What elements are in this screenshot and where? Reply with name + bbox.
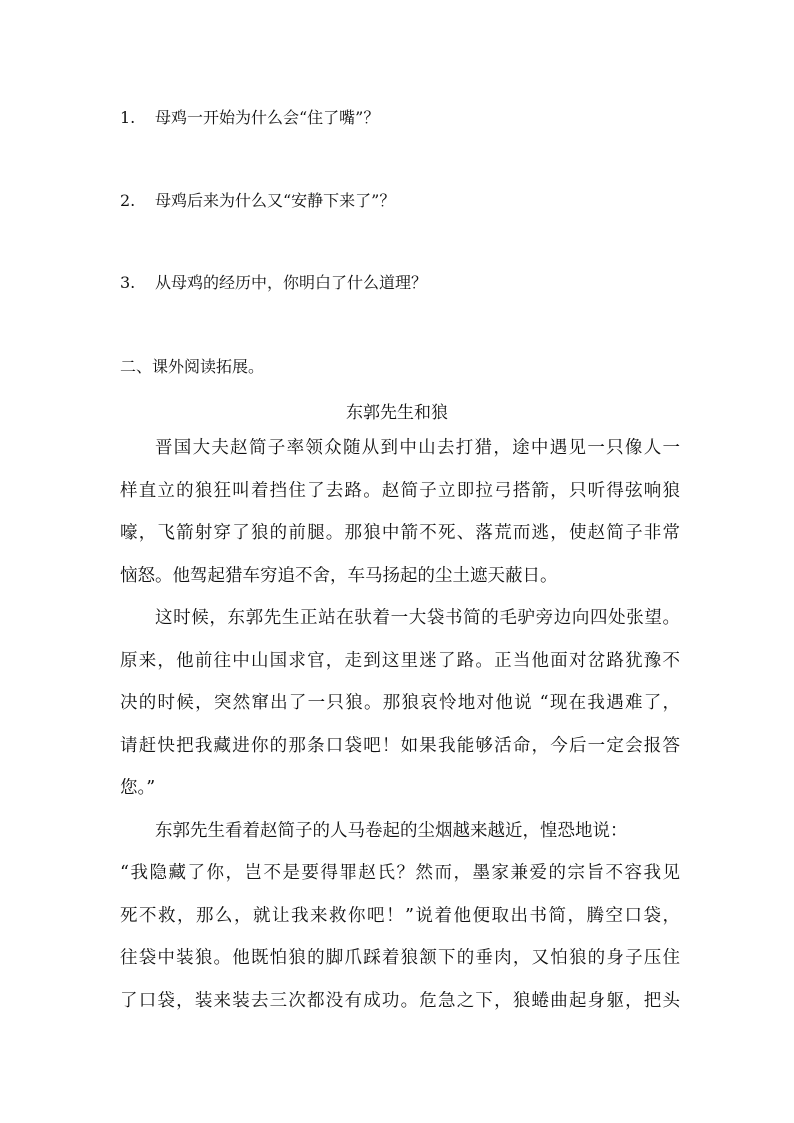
paragraph-line: 这时候，东郭先生正站在驮着一大袋书简的毛驴旁边向四处张望。 xyxy=(155,608,680,628)
paragraph-line: 决的时候，突然窜出了一只狼。那狼哀怜地对他说 “现在我遇难了， xyxy=(120,693,680,713)
paragraph-line: 死不救，那么，就让我来救你吧！”说着他便取出书简，腾空口袋， xyxy=(120,906,680,926)
story-title: 东郭先生和狼 xyxy=(346,403,448,423)
paragraph-line: 样直立的狼狂叫着挡住了去路。赵简子立即拉弓搭箭，只听得弦响狼 xyxy=(120,481,680,501)
question-number: 2. xyxy=(120,191,136,210)
question-3 xyxy=(120,273,427,293)
section-heading: 二、课外阅读拓展。 xyxy=(120,357,265,376)
question-1 xyxy=(120,108,379,128)
paragraph-line: 东郭先生看着赵简子的人马卷起的尘烟越来越近，惶恐地说： xyxy=(155,821,628,841)
question-text: 母鸡后来为什么又“安静下来了”？ xyxy=(155,191,396,210)
question-number: 1. xyxy=(120,108,136,127)
paragraph-line: 原来，他前往中山国求官，走到这里迷了路。正当他面对岔路犹豫不 xyxy=(120,651,680,671)
paragraph-line: 了口袋，装来装去三次都没有成功。危急之下，狼蜷曲起身躯，把头 xyxy=(120,991,680,1011)
paragraph-line: 往袋中装狼。他既怕狼的脚爪踩着狼颔下的垂肉，又怕狼的身子压住 xyxy=(120,948,680,968)
question-2 xyxy=(120,191,395,211)
question-text: 从母鸡的经历中，你明白了什么道理？ xyxy=(155,273,428,292)
paragraph-line: 请赶快把我藏进你的那条口袋吧！如果我能够活命，今后一定会报答 xyxy=(120,736,680,756)
paragraph-line: 晋国大夫赵简子率领众随从到中山去打猎，途中遇见一只像人一 xyxy=(155,438,680,458)
question-text: 母鸡一开始为什么会“住了嘴”？ xyxy=(155,108,380,127)
paragraph-line: 嚎，飞箭射穿了狼的前腿。那狼中箭不死、落荒而逃，使赵简子非常 xyxy=(120,523,680,543)
question-number: 3. xyxy=(120,273,136,292)
paragraph-line: “我隐藏了你，岂不是要得罪赵氏？然而，墨家兼爱的宗旨不容我见 xyxy=(120,863,680,883)
paragraph-line: 恼怒。他驾起猎车穷追不舍，车马扬起的尘土遮天蔽日。 xyxy=(120,566,558,586)
paragraph-line: 您。” xyxy=(120,778,156,798)
